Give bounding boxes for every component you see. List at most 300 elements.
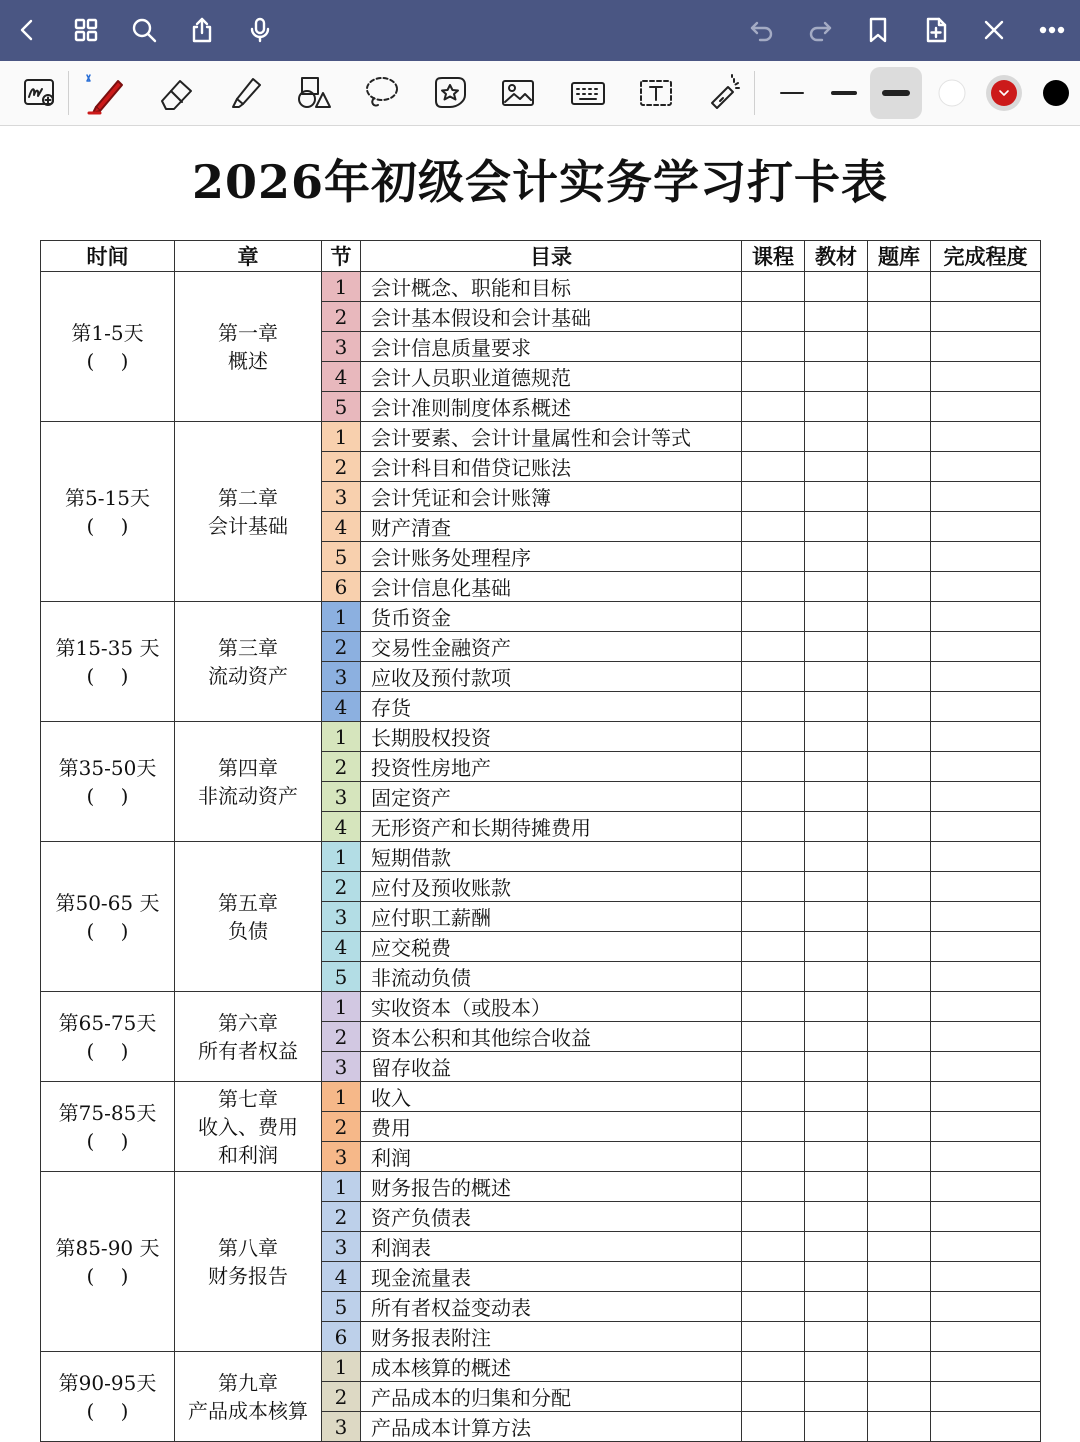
course-check-cell[interactable] xyxy=(742,422,805,452)
question-bank-check-cell[interactable] xyxy=(868,842,931,872)
course-check-cell[interactable] xyxy=(742,572,805,602)
keyboard-icon[interactable] xyxy=(562,67,614,119)
section-number: 5 xyxy=(322,392,361,422)
table-row xyxy=(41,992,1041,1022)
section-number: 2 xyxy=(322,452,361,482)
section-title: 实收资本（或股本） xyxy=(361,992,742,1022)
textbook-check-cell[interactable] xyxy=(805,1232,868,1262)
medium-stroke-option[interactable] xyxy=(818,67,870,119)
section-title: 长期股权投资 xyxy=(361,722,742,752)
completion-cell[interactable] xyxy=(931,602,1041,632)
pen-icon[interactable] xyxy=(80,67,132,119)
course-check-cell[interactable] xyxy=(742,1352,805,1382)
laser-pointer-icon[interactable] xyxy=(698,67,750,119)
section-number: 1 xyxy=(322,1172,361,1202)
header-completion: 完成程度 xyxy=(931,241,1041,272)
completion-cell[interactable] xyxy=(931,512,1041,542)
section-number: 4 xyxy=(322,1262,361,1292)
color-swatch-red[interactable] xyxy=(978,67,1030,119)
completion-cell[interactable] xyxy=(931,1052,1041,1082)
textbook-check-cell[interactable] xyxy=(805,422,868,452)
time-range: 第65-75天 xyxy=(58,1010,157,1035)
textbook-check-cell[interactable] xyxy=(805,1142,868,1172)
course-check-cell[interactable] xyxy=(742,602,805,632)
completion-cell[interactable] xyxy=(931,1082,1041,1112)
textbook-check-cell[interactable] xyxy=(805,302,868,332)
completion-cell[interactable] xyxy=(931,1022,1041,1052)
completion-cell[interactable] xyxy=(931,302,1041,332)
redo-icon[interactable] xyxy=(798,8,842,52)
question-bank-check-cell[interactable] xyxy=(868,752,931,782)
chapter-number: 第一章 xyxy=(218,320,278,345)
microphone-icon[interactable] xyxy=(238,8,282,52)
textbook-check-cell[interactable] xyxy=(805,1352,868,1382)
question-bank-check-cell[interactable] xyxy=(868,782,931,812)
textbook-check-cell[interactable] xyxy=(805,1022,868,1052)
completion-cell[interactable] xyxy=(931,1352,1041,1382)
textbook-check-cell[interactable] xyxy=(805,782,868,812)
time-range: 第15-35 天 xyxy=(55,635,160,660)
section-title: 投资性房地产 xyxy=(361,752,742,782)
course-check-cell[interactable] xyxy=(742,692,805,722)
time-blank[interactable]: ( ) xyxy=(86,663,129,688)
completion-cell[interactable] xyxy=(931,1322,1041,1352)
section-number: 3 xyxy=(322,1052,361,1082)
close-toolbar-icon[interactable] xyxy=(972,8,1016,52)
question-bank-check-cell[interactable] xyxy=(868,1322,931,1352)
question-bank-check-cell[interactable] xyxy=(868,722,931,752)
question-bank-check-cell[interactable] xyxy=(868,422,931,452)
section-title: 应付及预收账款 xyxy=(361,872,742,902)
section-number: 4 xyxy=(322,692,361,722)
question-bank-check-cell[interactable] xyxy=(868,632,931,662)
time-cell xyxy=(41,272,175,422)
textbook-check-cell[interactable] xyxy=(805,362,868,392)
completion-cell[interactable] xyxy=(931,902,1041,932)
section-title: 利润 xyxy=(361,1142,742,1172)
completion-cell[interactable] xyxy=(931,1202,1041,1232)
section-title: 无形资产和长期待摊费用 xyxy=(361,812,742,842)
question-bank-check-cell[interactable] xyxy=(868,1202,931,1232)
textbook-check-cell[interactable] xyxy=(805,482,868,512)
time-blank[interactable]: ( ) xyxy=(86,513,129,538)
section-number: 2 xyxy=(322,872,361,902)
completion-cell[interactable] xyxy=(931,662,1041,692)
text-box-icon[interactable] xyxy=(630,67,682,119)
section-number: 4 xyxy=(322,932,361,962)
section-title: 交易性金融资产 xyxy=(361,632,742,662)
more-icon[interactable] xyxy=(1030,8,1074,52)
chapter-title: 流动资产 xyxy=(208,663,288,688)
section-title: 产品成本的归集和分配 xyxy=(361,1382,742,1412)
course-check-cell[interactable] xyxy=(742,1262,805,1292)
section-number: 3 xyxy=(322,902,361,932)
highlighter-icon[interactable] xyxy=(219,67,271,119)
question-bank-check-cell[interactable] xyxy=(868,1352,931,1382)
question-bank-check-cell[interactable] xyxy=(868,272,931,302)
section-title: 短期借款 xyxy=(361,842,742,872)
completion-cell[interactable] xyxy=(931,482,1041,512)
question-bank-check-cell[interactable] xyxy=(868,872,931,902)
time-blank[interactable]: ( ) xyxy=(86,1038,129,1063)
chapter-title: 负债 xyxy=(228,918,268,943)
time-range: 第50-65 天 xyxy=(55,890,160,915)
chapter-title: 概述 xyxy=(228,348,268,373)
completion-cell[interactable] xyxy=(931,422,1041,452)
textbook-check-cell[interactable] xyxy=(805,632,868,662)
top-nav-bar xyxy=(0,0,1080,61)
question-bank-check-cell[interactable] xyxy=(868,992,931,1022)
shapes-icon[interactable] xyxy=(288,67,340,119)
toolbar-divider xyxy=(68,71,69,115)
textbook-check-cell[interactable] xyxy=(805,1412,868,1442)
textbook-check-cell[interactable] xyxy=(805,512,868,542)
section-number: 4 xyxy=(322,812,361,842)
thin-stroke-option[interactable] xyxy=(766,67,818,119)
bookmark-icon[interactable] xyxy=(856,8,900,52)
question-bank-check-cell[interactable] xyxy=(868,302,931,332)
completion-cell[interactable] xyxy=(931,1142,1041,1172)
section-number: 3 xyxy=(322,1142,361,1172)
chapter-cell xyxy=(175,722,322,842)
header-textbook: 教材 xyxy=(805,241,868,272)
chapter-cell xyxy=(175,272,322,422)
toolbar-divider xyxy=(754,71,755,115)
chapter-title: 非流动资产 xyxy=(198,783,298,808)
handwriting-to-text-icon[interactable] xyxy=(14,67,66,119)
course-check-cell[interactable] xyxy=(742,1382,805,1412)
study-checkin-table xyxy=(40,240,1041,1442)
add-page-icon[interactable] xyxy=(914,8,958,52)
section-title: 财产清查 xyxy=(361,512,742,542)
question-bank-check-cell[interactable] xyxy=(868,662,931,692)
section-number: 1 xyxy=(322,722,361,752)
question-bank-check-cell[interactable] xyxy=(868,1022,931,1052)
textbook-check-cell[interactable] xyxy=(805,1172,868,1202)
question-bank-check-cell[interactable] xyxy=(868,512,931,542)
completion-cell[interactable] xyxy=(931,692,1041,722)
time-blank[interactable]: ( ) xyxy=(86,1263,129,1288)
course-check-cell[interactable] xyxy=(742,632,805,662)
section-title: 应交税费 xyxy=(361,932,742,962)
time-range: 第75-85天 xyxy=(58,1100,157,1125)
textbook-check-cell[interactable] xyxy=(805,842,868,872)
course-check-cell[interactable] xyxy=(742,272,805,302)
completion-cell[interactable] xyxy=(931,1232,1041,1262)
course-check-cell[interactable] xyxy=(742,512,805,542)
time-blank[interactable]: ( ) xyxy=(86,918,129,943)
textbook-check-cell[interactable] xyxy=(805,902,868,932)
textbook-check-cell[interactable] xyxy=(805,332,868,362)
chapter-cell xyxy=(175,602,322,722)
course-check-cell[interactable] xyxy=(742,482,805,512)
time-range: 第90-95天 xyxy=(58,1370,157,1395)
section-title: 会计概念、职能和目标 xyxy=(361,272,742,302)
completion-cell[interactable] xyxy=(931,632,1041,662)
completion-cell[interactable] xyxy=(931,1412,1041,1442)
course-check-cell[interactable] xyxy=(742,1052,805,1082)
chapter-cell xyxy=(175,842,322,992)
question-bank-check-cell[interactable] xyxy=(868,602,931,632)
textbook-check-cell[interactable] xyxy=(805,542,868,572)
time-blank[interactable]: ( ) xyxy=(86,1398,129,1423)
course-check-cell[interactable] xyxy=(742,1202,805,1232)
section-number: 2 xyxy=(322,1202,361,1232)
completion-cell[interactable] xyxy=(931,1112,1041,1142)
textbook-check-cell[interactable] xyxy=(805,1382,868,1412)
course-check-cell[interactable] xyxy=(742,992,805,1022)
question-bank-check-cell[interactable] xyxy=(868,932,931,962)
completion-cell[interactable] xyxy=(931,332,1041,362)
course-check-cell[interactable] xyxy=(742,932,805,962)
question-bank-check-cell[interactable] xyxy=(868,1172,931,1202)
completion-cell[interactable] xyxy=(931,572,1041,602)
section-number: 3 xyxy=(322,782,361,812)
course-check-cell[interactable] xyxy=(742,1292,805,1322)
share-icon[interactable] xyxy=(180,8,224,52)
textbook-check-cell[interactable] xyxy=(805,1262,868,1292)
section-title: 存货 xyxy=(361,692,742,722)
course-check-cell[interactable] xyxy=(742,1022,805,1052)
completion-cell[interactable] xyxy=(931,842,1041,872)
time-blank[interactable]: ( ) xyxy=(86,1128,129,1153)
header-contents: 目录 xyxy=(361,241,742,272)
section-number: 2 xyxy=(322,1022,361,1052)
completion-cell[interactable] xyxy=(931,452,1041,482)
section-number: 4 xyxy=(322,362,361,392)
course-check-cell[interactable] xyxy=(742,1172,805,1202)
lasso-icon[interactable] xyxy=(356,67,408,119)
completion-cell[interactable] xyxy=(931,1382,1041,1412)
section-title: 财务报表附注 xyxy=(361,1322,742,1352)
question-bank-check-cell[interactable] xyxy=(868,812,931,842)
course-check-cell[interactable] xyxy=(742,1412,805,1442)
textbook-check-cell[interactable] xyxy=(805,452,868,482)
chapter-number: 第九章 xyxy=(218,1370,278,1395)
header-section: 节 xyxy=(322,241,361,272)
course-check-cell[interactable] xyxy=(742,332,805,362)
undo-icon[interactable] xyxy=(740,8,784,52)
section-title: 费用 xyxy=(361,1112,742,1142)
section-title: 现金流量表 xyxy=(361,1262,742,1292)
course-check-cell[interactable] xyxy=(742,872,805,902)
question-bank-check-cell[interactable] xyxy=(868,482,931,512)
completion-cell[interactable] xyxy=(931,722,1041,752)
time-range: 第5-15天 xyxy=(65,485,150,510)
course-check-cell[interactable] xyxy=(742,752,805,782)
section-title: 收入 xyxy=(361,1082,742,1112)
section-number: 2 xyxy=(322,302,361,332)
course-check-cell[interactable] xyxy=(742,662,805,692)
textbook-check-cell[interactable] xyxy=(805,1052,868,1082)
header-question-bank: 题库 xyxy=(868,241,931,272)
section-title: 会计凭证和会计账簿 xyxy=(361,482,742,512)
section-title: 产品成本计算方法 xyxy=(361,1412,742,1442)
section-number: 5 xyxy=(322,1292,361,1322)
question-bank-check-cell[interactable] xyxy=(868,1382,931,1412)
question-bank-check-cell[interactable] xyxy=(868,902,931,932)
completion-cell[interactable] xyxy=(931,872,1041,902)
question-bank-check-cell[interactable] xyxy=(868,1412,931,1442)
course-check-cell[interactable] xyxy=(742,1232,805,1262)
textbook-check-cell[interactable] xyxy=(805,1322,868,1352)
table-row xyxy=(41,422,1041,452)
chapter-cell xyxy=(175,1082,322,1172)
course-check-cell[interactable] xyxy=(742,842,805,872)
textbook-check-cell[interactable] xyxy=(805,662,868,692)
textbook-check-cell[interactable] xyxy=(805,1082,868,1112)
back-icon[interactable] xyxy=(6,8,50,52)
section-title: 资本公积和其他综合收益 xyxy=(361,1022,742,1052)
completion-cell[interactable] xyxy=(931,1262,1041,1292)
question-bank-check-cell[interactable] xyxy=(868,572,931,602)
textbook-check-cell[interactable] xyxy=(805,692,868,722)
question-bank-check-cell[interactable] xyxy=(868,1112,931,1142)
textbook-check-cell[interactable] xyxy=(805,812,868,842)
course-check-cell[interactable] xyxy=(742,452,805,482)
course-check-cell[interactable] xyxy=(742,902,805,932)
chapter-cell xyxy=(175,422,322,602)
question-bank-check-cell[interactable] xyxy=(868,452,931,482)
color-swatch-black[interactable] xyxy=(1030,67,1080,119)
completion-cell[interactable] xyxy=(931,752,1041,782)
question-bank-check-cell[interactable] xyxy=(868,692,931,722)
textbook-check-cell[interactable] xyxy=(805,962,868,992)
course-check-cell[interactable] xyxy=(742,542,805,572)
textbook-check-cell[interactable] xyxy=(805,752,868,782)
section-number: 2 xyxy=(322,1112,361,1142)
textbook-check-cell[interactable] xyxy=(805,272,868,302)
completion-cell[interactable] xyxy=(931,812,1041,842)
section-number: 6 xyxy=(322,1322,361,1352)
textbook-check-cell[interactable] xyxy=(805,572,868,602)
time-blank[interactable]: ( ) xyxy=(86,348,129,373)
section-number: 1 xyxy=(322,1352,361,1382)
table-row xyxy=(41,272,1041,302)
chapter-number: 第五章 xyxy=(218,890,278,915)
section-number: 6 xyxy=(322,572,361,602)
completion-cell[interactable] xyxy=(931,392,1041,422)
grid-icon[interactable] xyxy=(64,8,108,52)
image-icon[interactable] xyxy=(492,67,544,119)
course-check-cell[interactable] xyxy=(742,782,805,812)
textbook-check-cell[interactable] xyxy=(805,602,868,632)
textbook-check-cell[interactable] xyxy=(805,872,868,902)
textbook-check-cell[interactable] xyxy=(805,1292,868,1322)
time-range: 第1-5天 xyxy=(71,320,144,345)
section-number: 2 xyxy=(322,632,361,662)
question-bank-check-cell[interactable] xyxy=(868,1142,931,1172)
chapter-title: 收入、费用 xyxy=(198,1114,298,1139)
section-title: 会计账务处理程序 xyxy=(361,542,742,572)
textbook-check-cell[interactable] xyxy=(805,392,868,422)
thick-stroke-option[interactable] xyxy=(870,67,922,119)
chapter-number: 第三章 xyxy=(218,635,278,660)
question-bank-check-cell[interactable] xyxy=(868,962,931,992)
color-swatch-white[interactable] xyxy=(926,67,978,119)
section-number: 1 xyxy=(322,272,361,302)
section-title: 会计信息质量要求 xyxy=(361,332,742,362)
time-cell xyxy=(41,722,175,842)
chapter-number: 第七章 xyxy=(218,1086,278,1111)
section-number: 1 xyxy=(322,602,361,632)
course-check-cell[interactable] xyxy=(742,722,805,752)
section-number: 2 xyxy=(322,752,361,782)
question-bank-check-cell[interactable] xyxy=(868,542,931,572)
section-number: 2 xyxy=(322,1382,361,1412)
question-bank-check-cell[interactable] xyxy=(868,332,931,362)
section-title: 所有者权益变动表 xyxy=(361,1292,742,1322)
completion-cell[interactable] xyxy=(931,992,1041,1022)
section-number: 5 xyxy=(322,962,361,992)
course-check-cell[interactable] xyxy=(742,362,805,392)
question-bank-check-cell[interactable] xyxy=(868,1082,931,1112)
completion-cell[interactable] xyxy=(931,962,1041,992)
question-bank-check-cell[interactable] xyxy=(868,1232,931,1262)
chapter-number: 第六章 xyxy=(218,1010,278,1035)
section-title: 非流动负债 xyxy=(361,962,742,992)
course-check-cell[interactable] xyxy=(742,1322,805,1352)
section-title: 会计要素、会计计量属性和会计等式 xyxy=(361,422,742,452)
course-check-cell[interactable] xyxy=(742,1142,805,1172)
course-check-cell[interactable] xyxy=(742,302,805,332)
drawing-toolbar xyxy=(0,61,1080,126)
chapter-cell xyxy=(175,1172,322,1352)
chapter-cell xyxy=(175,992,322,1082)
textbook-check-cell[interactable] xyxy=(805,992,868,1022)
course-check-cell[interactable] xyxy=(742,1082,805,1112)
course-check-cell[interactable] xyxy=(742,812,805,842)
textbook-check-cell[interactable] xyxy=(805,722,868,752)
question-bank-check-cell[interactable] xyxy=(868,1262,931,1292)
sticker-icon[interactable] xyxy=(424,67,476,119)
course-check-cell[interactable] xyxy=(742,1112,805,1142)
question-bank-check-cell[interactable] xyxy=(868,392,931,422)
textbook-check-cell[interactable] xyxy=(805,932,868,962)
section-number: 1 xyxy=(322,992,361,1022)
section-number: 1 xyxy=(322,842,361,872)
section-title: 会计人员职业道德规范 xyxy=(361,362,742,392)
time-cell xyxy=(41,992,175,1082)
completion-cell[interactable] xyxy=(931,542,1041,572)
eraser-icon[interactable] xyxy=(150,67,202,119)
chapter-title: 产品成本核算 xyxy=(188,1398,308,1423)
search-icon[interactable] xyxy=(122,8,166,52)
time-blank[interactable]: ( ) xyxy=(86,783,129,808)
question-bank-check-cell[interactable] xyxy=(868,1292,931,1322)
section-number: 4 xyxy=(322,512,361,542)
question-bank-check-cell[interactable] xyxy=(868,1052,931,1082)
question-bank-check-cell[interactable] xyxy=(868,362,931,392)
section-title: 成本核算的概述 xyxy=(361,1352,742,1382)
header-chapter: 章 xyxy=(175,241,322,272)
section-title: 货币资金 xyxy=(361,602,742,632)
textbook-check-cell[interactable] xyxy=(805,1202,868,1232)
completion-cell[interactable] xyxy=(931,362,1041,392)
course-check-cell[interactable] xyxy=(742,392,805,422)
completion-cell[interactable] xyxy=(931,1172,1041,1202)
completion-cell[interactable] xyxy=(931,272,1041,302)
header-time: 时间 xyxy=(41,241,175,272)
completion-cell[interactable] xyxy=(931,1292,1041,1322)
completion-cell[interactable] xyxy=(931,782,1041,812)
course-check-cell[interactable] xyxy=(742,962,805,992)
textbook-check-cell[interactable] xyxy=(805,1112,868,1142)
section-title: 资产负债表 xyxy=(361,1202,742,1232)
completion-cell[interactable] xyxy=(931,932,1041,962)
section-number: 3 xyxy=(322,1232,361,1262)
time-cell xyxy=(41,602,175,722)
